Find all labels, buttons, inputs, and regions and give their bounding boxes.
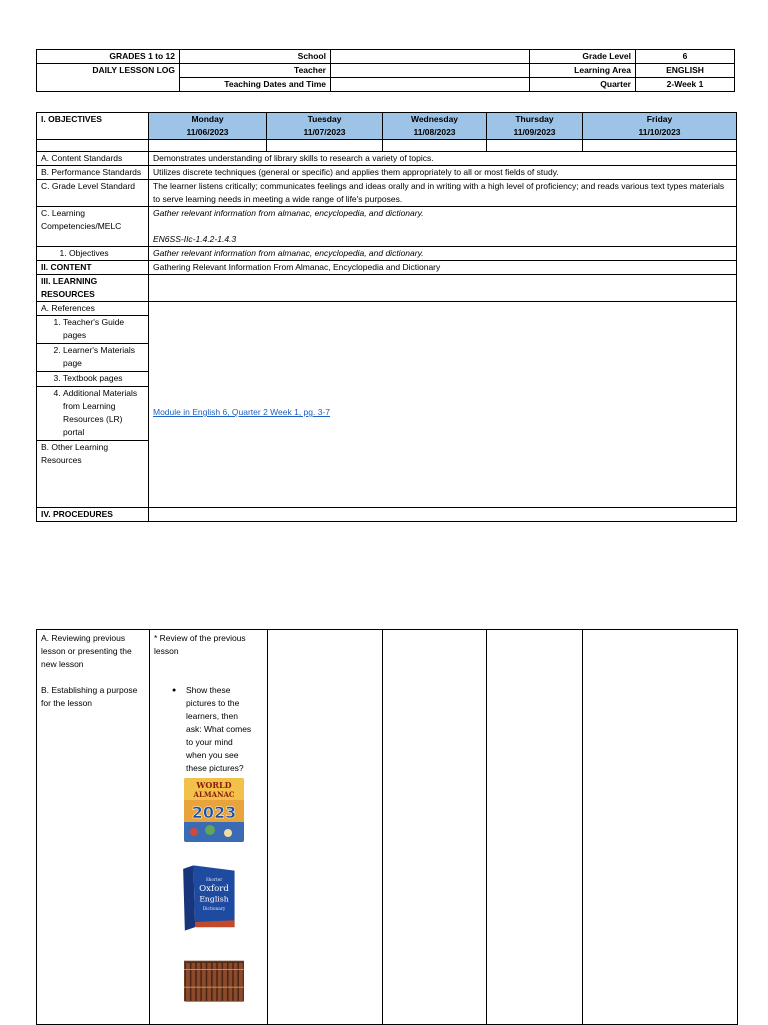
performance-standards-label: B. Performance Standards <box>37 166 149 180</box>
teacher-label: Teacher <box>180 64 331 78</box>
school-label: School <box>180 50 331 64</box>
objectives-value: Gather relevant information from almanac, encyclopedia, and dictionary. <box>149 247 737 261</box>
learning-resources-heading: III. LEARNING RESOURCES <box>37 275 149 302</box>
content-standards-value: Demonstrates understanding of library skills to research a variety of topics. <box>149 152 737 166</box>
reviewing-label: A. Reviewing previous lesson or presenting the new lesson <box>41 633 132 669</box>
references-cell <box>37 302 149 508</box>
lesson-log-table <box>36 112 737 522</box>
competencies-label: C. Learning Competencies/MELC <box>37 207 149 247</box>
procedure-labels <box>37 630 150 1025</box>
ref-item-textbook: 3. Textbook pages <box>37 372 148 387</box>
quarter-label: Quarter <box>530 78 636 92</box>
objectives-heading: I. OBJECTIVES <box>37 113 149 140</box>
grade-level-standard-label: C. Grade Level Standard <box>37 180 149 207</box>
ref-item-additional: 4. Additional Materials from Learning Resources (LR) portal <box>37 387 148 441</box>
dates-value <box>331 78 530 92</box>
almanac-image <box>184 778 244 842</box>
learning-area-label: Learning Area <box>530 64 636 78</box>
grades-label: GRADES 1 to 12 <box>37 50 180 64</box>
competency-code: EN6SS-IIc-1.4.2-1.4.3 <box>153 234 237 244</box>
tuesday-procedures <box>268 630 383 1025</box>
school-value <box>331 50 530 64</box>
header-table <box>36 49 735 92</box>
content-value: Gathering Relevant Information From Almanac, Encyclopedia and Dictionary <box>149 261 737 275</box>
dates-label: Teaching Dates and Time <box>180 78 331 92</box>
blank-cell <box>37 78 180 92</box>
learning-area-value: ENGLISH <box>636 64 735 78</box>
objectives-row-label: 1. Objectives <box>37 247 149 261</box>
day-header-tuesday: Tuesday 11/07/2023 <box>267 113 383 140</box>
quarter-value: 2-Week 1 <box>636 78 735 92</box>
module-link[interactable]: Module in English 6, Quarter 2 Week 1, pg. 3-7 <box>153 407 331 417</box>
ref-item-teachers-guide: 1. Teacher's Guide pages <box>37 316 148 344</box>
performance-standards-value: Utilizes discrete techniques (general or specific) and applies them appropriately to all or most fields of study. <box>149 166 737 180</box>
day-header-wednesday: Wednesday 11/08/2023 <box>383 113 487 140</box>
grade-level-value: 6 <box>636 50 735 64</box>
grade-level-standard-value: The learner listens critically; communicates feelings and ideas orally and in writing with a high level of proficiency; and reads various text types materials to serve learning needs in meeting a wide range of life's purposes. <box>149 180 737 207</box>
monday-procedures <box>150 630 268 1025</box>
teacher-value <box>331 64 530 78</box>
thursday-procedures <box>487 630 583 1025</box>
review-text: * Review of the previous lesson <box>154 633 246 656</box>
svg-text:2023: 2023 <box>191 803 237 822</box>
log-title: DAILY LESSON LOG <box>37 64 180 78</box>
wednesday-procedures <box>383 630 487 1025</box>
references-value-cell <box>149 302 737 508</box>
svg-text:Oxford: Oxford <box>199 884 229 895</box>
day-header-thursday: Thursday 11/09/2023 <box>487 113 583 140</box>
svg-text:ALMANAC: ALMANAC <box>193 790 235 799</box>
dictionary-image <box>178 860 238 936</box>
content-standards-label: A. Content Standards <box>37 152 149 166</box>
day-header-friday: Friday 11/10/2023 <box>583 113 737 140</box>
content-heading: II. CONTENT <box>37 261 149 275</box>
establishing-label: B. Establishing a purpose for the lesson <box>41 685 138 708</box>
spacer-cell <box>37 140 149 152</box>
svg-text:WORLD: WORLD <box>196 780 232 790</box>
references-label: A. References <box>37 302 148 316</box>
svg-text:English: English <box>199 894 229 904</box>
procedures-heading: IV. PROCEDURES <box>37 508 149 522</box>
svg-text:Dictionary: Dictionary <box>202 907 226 912</box>
friday-procedures <box>583 630 738 1025</box>
encyclopedia-image <box>184 958 244 1004</box>
ref-item-learners-materials: 2. Learner's Materials page <box>37 344 148 372</box>
svg-text:Shorter: Shorter <box>205 877 223 883</box>
grade-level-label: Grade Level <box>530 50 636 64</box>
bullet-item: ● Show these pictures to the learners, then ask: What comes to your mind when you see these pictures? <box>154 684 263 775</box>
procedures-table <box>36 629 738 1025</box>
day-header-monday: Monday 11/06/2023 <box>149 113 267 140</box>
competencies-value: Gather relevant information from almanac, encyclopedia, and dictionary. EN6SS-IIc-1.4.2-1.4.3 <box>149 207 737 247</box>
other-resources-label: B. Other Learning Resources <box>41 442 109 465</box>
